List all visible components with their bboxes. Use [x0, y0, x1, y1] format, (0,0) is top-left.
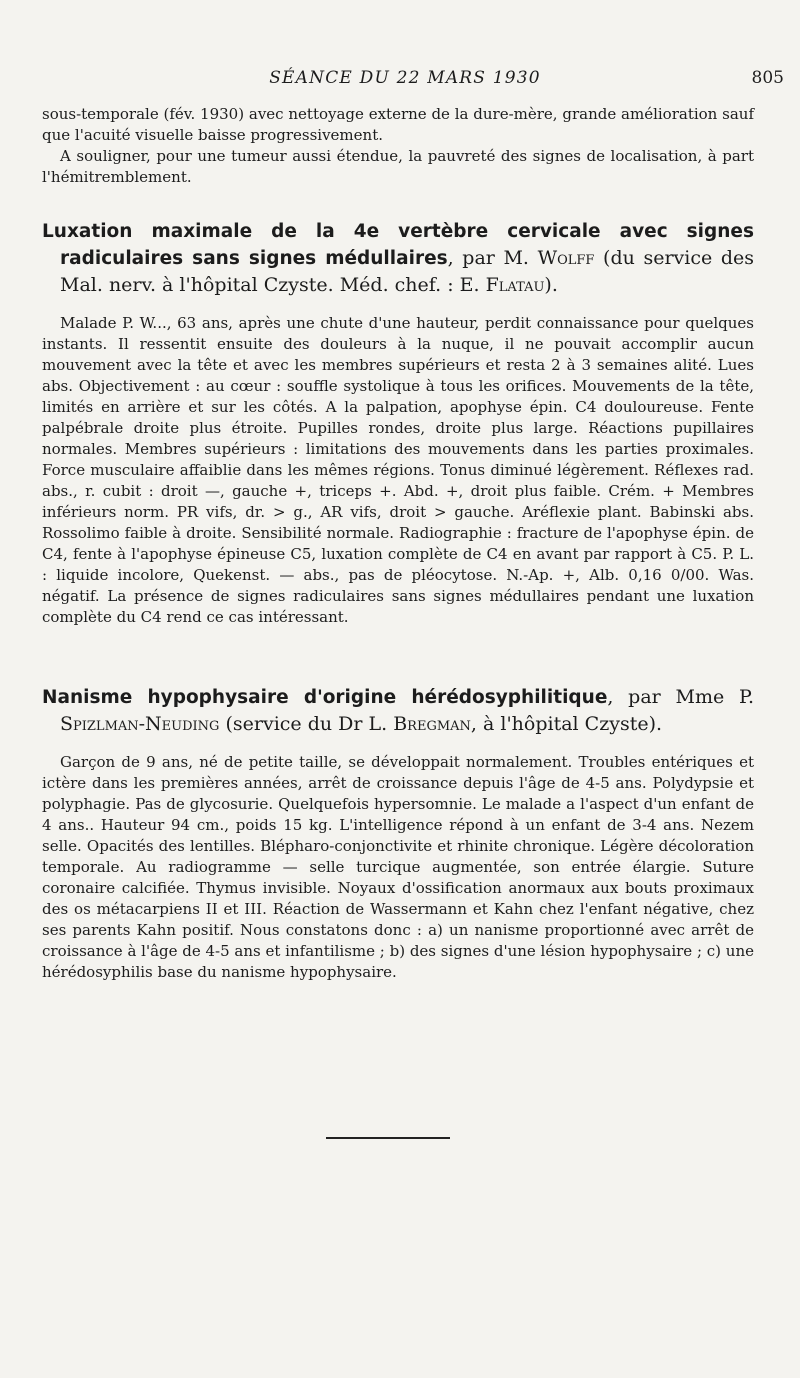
intro-section [42, 104, 754, 188]
section-1-heading [42, 218, 754, 299]
section-1-paragraph: Malade P. W..., 63 ans, après une chute d'une hauteur, perdit connaissance pour quelques instants. Il ressentit ensuite des douleurs à la nuque, il ne pouvait accomplir aucun mouvement avec la tête et avec les membres supérieurs et resta 2 à 3 semaines alité. Lues abs. Objectivement : au cœur : souffle systolique à tous les orifices. Mouvements de la tête, limités en arrière et sur les côtés. A la palpation, apophyse épin. C4 douloureuse. Fente palpébrale droite plus étroite. Pupilles rondes, droite plus large. Réactions pupillaires normales. Membres supérieurs : limitations des mouvements dans les parties proximales. Force musculaire affaiblie dans les mêmes régions. Tonus diminué légèrement. Réflexes rad. abs., r. cubit : droit —, gauche +, triceps +. Abd. +, droit plus faible. Crém. + Membres inférieurs norm. PR vifs, dr. > g., AR vifs, droit > gauche. Aréflexie plant. Babinski abs. Rossolimo faible à droite. Sensibilité normale. Radiographie : fracture de l'apophyse épin. de C4, fente à l'apophyse épineuse C5, luxation complète de C4 en avant par rapport à C5. P. L. : liquide incolore, Quekenst. — abs., pas de pléocytose. N.-Ap. +, Alb. 0,16 0/00. Was. négatif. La présence de signes radiculaires sans signes médullaires pendant une luxation complète du C4 rend ce cas intéressant. [42, 314, 754, 626]
section-2-paragraph: Garçon de 9 ans, né de petite taille, se développait normalement. Troubles entériques et ictère dans les premières années, arrêt de croissance depuis l'âge de 4-5 ans. Polydypsie et polyphagie. Pas de glycosurie. Quelquefois hypersomnie. Le malade a l'aspect d'un enfant de 4 ans.. Hauteur 94 cm., poids 15 kg. L'intelligence répond à un enfant de 3-4 ans. Nezem selle. Opacités des lentilles. Blépharo-conjonctivite et rhinite chronique. Légère décoloration temporale. Au radiogramme — selle turcique augmentée, son entrée élargie. Suture coronaire calcifiée. Thymus invisible. Noyaux d'ossification anormaux aux bouts proximaux des os métacarpiens II et III. Réaction de Wassermann et Kahn chez l'enfant négative, chez ses parents Kahn positif. Nous constatons donc : a) un nanisme proportionné avec arrêt de croissance à l'âge de 4-5 ans et infantilisme ; b) des signes d'une lésion hypophysaire ; c) une hérédosyphilis base du nanisme hypophysaire. [42, 753, 754, 981]
section-1-byline-mid: (du service des Mal. nerv. à l'hôpital Czyste. Méd. chef. : E. [60, 247, 754, 296]
section-1-byline-pre: , par M. [447, 247, 538, 269]
running-title: SÉANCE DU 22 MARS 1930 [269, 68, 541, 88]
intro-paragraph-2: A souligner, pour une tumeur aussi étendue, la pauvreté des signes de localisation, à part l'hémitremblement. [42, 147, 754, 186]
section-2-chief: Bregman [393, 713, 471, 735]
section-1-byline-post: ). [544, 274, 558, 296]
closing-rule [326, 1137, 450, 1139]
running-header [40, 68, 784, 92]
section-2-byline-pre: , par Mme P. [607, 686, 754, 708]
section-2-byline-mid: (service du Dr L. [219, 713, 394, 735]
section-1-author: Wolff [537, 247, 595, 269]
section-2-body [42, 752, 754, 983]
section-2-byline-post: , à l'hôpital Czyste). [470, 713, 663, 735]
section-2-author: Spizlman-Neuding [60, 713, 220, 735]
intro-paragraph-1: sous-temporale (fév. 1930) avec nettoyage externe de la dure-mère, grande amélioration sauf que l'acuité visuelle baisse progressivement. [42, 105, 754, 144]
section-2-title: Nanisme hypophysaire d'origine hérédosyphilitique [42, 687, 608, 708]
page-number: 805 [751, 68, 784, 88]
section-1-body [42, 313, 754, 628]
section-1-title: Luxation maximale de la 4e vertèbre cervicale avec signes radiculaires sans signes médullaires [42, 221, 754, 269]
section-2-heading [42, 684, 754, 738]
section-1-chief: Flatau [485, 274, 545, 296]
